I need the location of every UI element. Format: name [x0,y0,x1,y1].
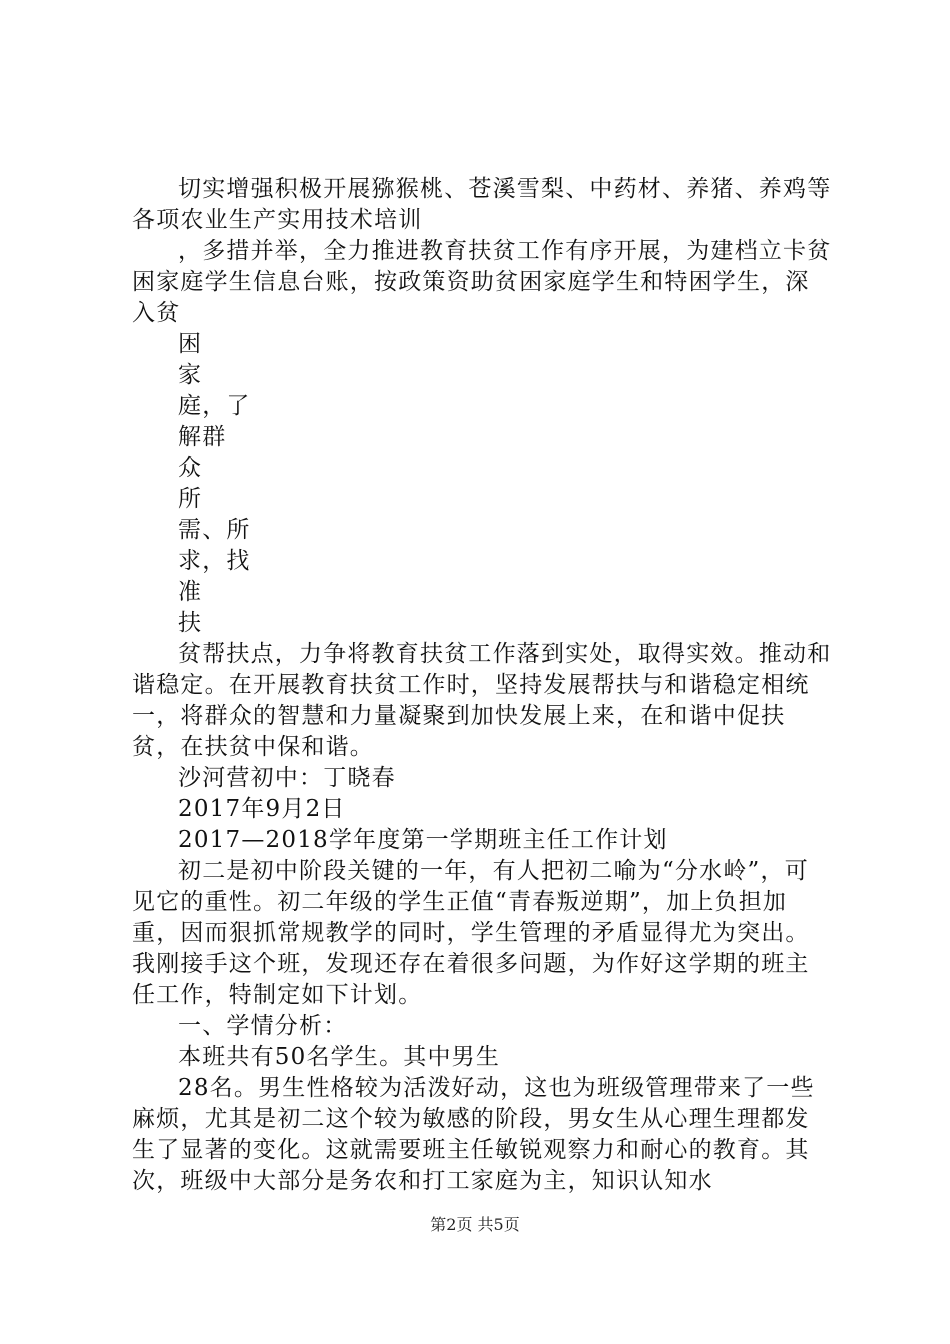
paragraph: 贫帮扶点，力争将教育扶贫工作落到实处，取得实效。推动和谐稳定。在开展教育扶贫工作时，坚持发展帮扶与和谐稳定相统一，将群众的智慧和力量凝聚到加快发展上来，在和谐中促扶贫，在扶贫中保和谐。 [132,641,832,760]
paragraph: 众 [178,455,203,481]
paragraph: 2017—2018学年度第一学期班主任工作计划 [178,827,668,853]
paragraph: 需、所 [178,517,251,543]
paragraph: 28名。男生性格较为活泼好动，这也为班级管理带来了一些麻烦，尤其是初二这个较为敏感的阶段，男女生从心理生理都发生了显著的变化。这就需要班主任敏锐观察力和耐心的教育。其次，班级中大部分是务农和打工家庭为主，知识认知水 [132,1075,815,1194]
paragraph: 求，找 [178,548,251,574]
document-body [132,174,832,1197]
paragraph: 沙河营初中：丁晓春 [178,765,396,791]
paragraph: 2017年9月2日 [178,796,346,822]
paragraph: 解群 [178,424,227,450]
paragraph: 扶 [178,610,203,636]
paragraph: 准 [178,579,203,605]
paragraph: 切实增强积极开展猕猴桃、苍溪雪梨、中药材、养猪、养鸡等各项农业生产实用技术培训 [132,176,832,233]
paragraph: 本班共有50名学生。其中男生 [178,1044,501,1070]
paragraph: 一、学情分析： [178,1013,348,1039]
paragraph: 家 [178,362,203,388]
paragraph: ，多措并举，全力推进教育扶贫工作有序开展，为建档立卡贫困家庭学生信息台账，按政策资助贫困家庭学生和特困学生，深入贫 [132,238,832,326]
paragraph: 所 [178,486,203,512]
paragraph: 困 [178,331,203,357]
page-footer: 第2页 共5页 [430,1215,520,1234]
paragraph: 初二是初中阶段关键的一年，有人把初二喻为“分水岭”，可见它的重性。初二年级的学生正值“青春叛逆期”，加上负担加重，因而狠抓常规教学的同时，学生管理的矛盾显得尤为突出。我刚接手这个班，发现还存在着很多问题，为作好这学期的班主任工作，特制定如下计划。 [132,858,810,1008]
paragraph: 庭，了 [178,393,251,419]
